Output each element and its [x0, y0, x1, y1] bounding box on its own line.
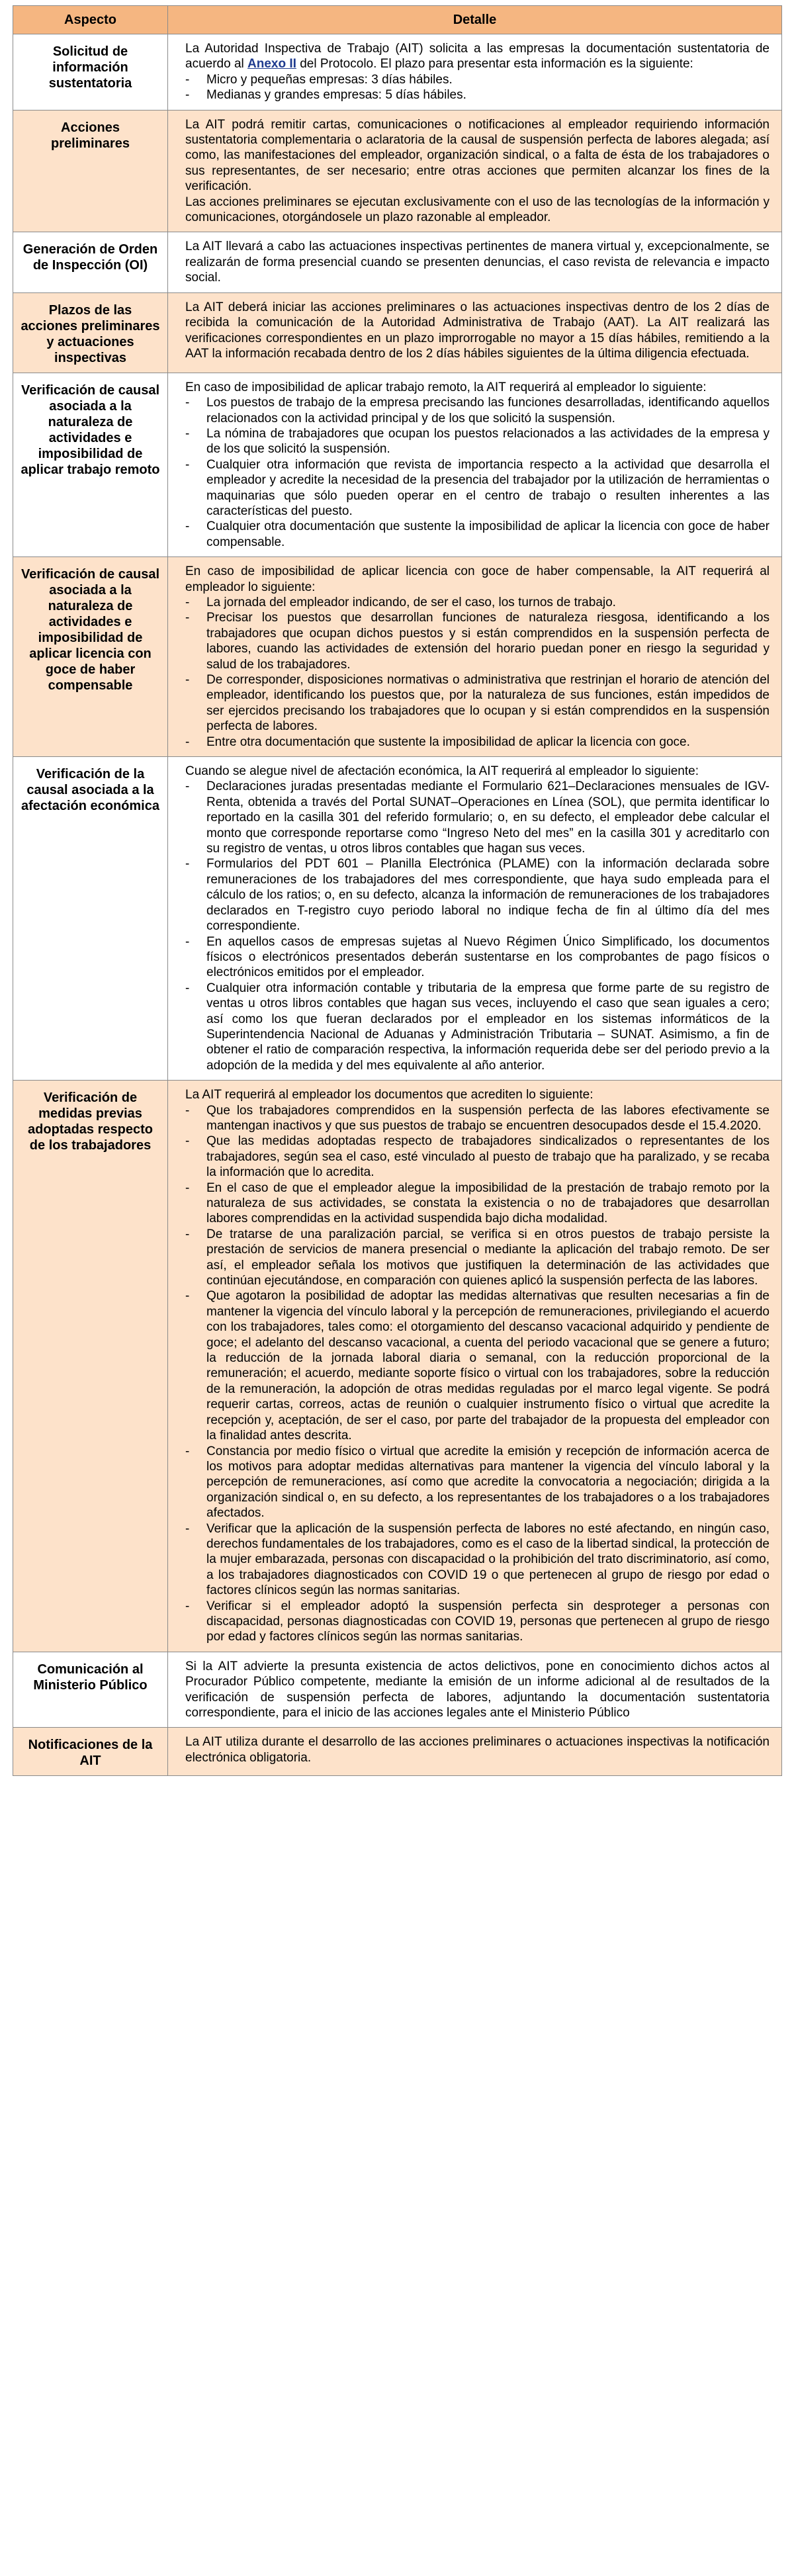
list-item: - Micro y pequeñas empresas: 3 días hábiles.	[206, 72, 770, 87]
detail-intro: En caso de imposibilidad de aplicar trabajo remoto, la AIT requerirá al empleador lo siguiente:	[185, 380, 707, 394]
list-item: - En el caso de que el empleador alegue la imposibilidad de la prestación de trabajo remoto por la naturaleza de sus actividades, se constata la existencia o no de trabajadores que desarrollan labores comprendidas en la actividad suspendida bajo dicha modalidad.	[206, 1180, 770, 1227]
table-row	[13, 373, 782, 556]
detail-paragraph: La AIT deberá iniciar las acciones preliminares o las actuaciones inspectivas dentro de los 2 días de recibida la comunicación de la Autoridad Administrativa de Trabajo (AAT). La AIT realizará las verificaciones correspondientes en un plazo improrrogable no mayor a 15 días hábiles, remitiendo a la AAT la información recabada dentro de los 2 días hábiles siguientes de la última diligencia efectuada.	[185, 300, 770, 361]
list-item: - De corresponder, disposiciones normativas o administrativa que restrinjan el horario de atención del empleador, identificando los puestos que, por la naturaleza de sus funciones, están impedidos de ser ejercidos precisando los trabajadores que lo ocupan y si están comprendidos en la suspensión perfecta de labores.	[206, 672, 770, 734]
detail-cell	[168, 232, 782, 292]
table-row	[13, 232, 782, 292]
list-item: - Los puestos de trabajo de la empresa precisando las funciones desarrolladas, identificando aquellos relacionados con la actividad principal y de los que solicitó la suspensión.	[206, 395, 770, 426]
aspect-cell: Notificaciones de la AIT	[13, 1728, 168, 1776]
detail-list	[185, 595, 770, 750]
list-item: - Declaraciones juradas presentadas mediante el Formulario 621–Declaraciones mensuales de IGV-Renta, obtenida a través del Portal SUNAT–Operaciones en Línea (SOL), que permita identificar lo reportado en la casilla 301 del referido formulario; o, en su defecto, el empleador debe calcular el monto que corresponde reportarse como “Ingreso Neto del mes” en la casilla 301 y acreditarlo con su registro de ventas, u otros libros contables que hagan sus veces.	[206, 779, 770, 856]
detail-cell	[168, 1081, 782, 1652]
detail-intro: La AIT requerirá al empleador los documentos que acrediten lo siguiente:	[185, 1088, 594, 1102]
table-row	[13, 110, 782, 232]
detail-intro: En caso de imposibilidad de aplicar licencia con goce de haber compensable, la AIT requerirá al empleador lo siguiente:	[185, 564, 770, 594]
list-item: - Verificar si el empleador adoptó la suspensión perfecta sin desproteger a personas con discapacidad, personas diagnosticadas con COVID 19, personas que pertenecen al grupo de riesgo por edad y factores clínicos según las normas sanitarias.	[206, 1599, 770, 1645]
table-row	[13, 34, 782, 111]
detail-cell	[168, 757, 782, 1081]
detail-list	[185, 72, 770, 103]
detail-paragraph: Si la AIT advierte la presunta existencia de actos delictivos, pone en conocimiento dichos actos al Procurador Público competente, mediante la emisión de un informe adicional al de resultados de la verificación de suspensión perfecta de labores, adjuntando la documentación sustentatoria correspondiente, para el inicio de las acciones legales ante el Ministerio Público	[185, 1659, 770, 1720]
detail-paragraph: La AIT utiliza durante el desarrollo de las acciones preliminares o actuaciones inspectivas la notificación electrónica obligatoria.	[185, 1735, 770, 1765]
detail-intro: Cuando se alegue nivel de afectación económica, la AIT requerirá al empleador lo siguiente:	[185, 764, 699, 779]
list-item: - Cualquier otra información que revista de importancia respecto a la actividad que desarrolla el empleador y acredite la necesidad de la presencia del trabajador por la utilización de herramientas o maquinarias que sólo pueden operar en el centro de trabajo o resulten inherentes a las características del puesto.	[206, 457, 770, 519]
detail-cell	[168, 34, 782, 111]
detail-list	[185, 1103, 770, 1645]
header-aspecto: Aspecto	[13, 6, 168, 34]
detail-cell	[168, 110, 782, 232]
aspect-cell: Plazos de las acciones preliminares y actuaciones inspectivas	[13, 292, 168, 373]
list-item: - Cualquier otra información contable y tributaria de la empresa que forme parte de su registro de ventas u otros libros contables que hagan sus veces, incluyendo el caso que sean iguales a cero; así como los que fueran declarados por el empleador en los sistemas informáticos de la Superintendencia Nacional de Aduanas y Administración Tributaria – SUNAT. Asimismo, a fin de obtener el ratio de comparación respectiva, la información requerida debe ser del periodo previo a la adopción de la medida y del mes equivalente al año anterior.	[206, 981, 770, 1073]
table-header-row	[13, 6, 782, 34]
list-item: - Precisar los puestos que desarrollan funciones de naturaleza riesgosa, identificando a los trabajadores que ocupan dichos puestos y si están comprendidos en la suspensión perfecta de labores, cuando las actividades de extensión del horario puedan poner en riesgo la seguridad y salud de los trabajadores.	[206, 610, 770, 672]
detail-cell	[168, 1728, 782, 1776]
detail-intro	[185, 41, 770, 72]
list-item: - Que los trabajadores comprendidos en la suspensión perfecta de las labores efectivamente se mantengan inactivos y que sus puestos de trabajo se encuentren desocupados desde el 15.4.2020.	[206, 1103, 770, 1134]
aspect-cell: Acciones preliminares	[13, 110, 168, 232]
detail-cell	[168, 1652, 782, 1728]
list-item: - Entre otra documentación que sustente la imposibilidad de aplicar la licencia con goce.	[206, 734, 770, 750]
intro-text: La Autoridad Inspectiva de Trabajo (AIT) solicita a las empresas la documentación sustentatoria de acuerdo al	[185, 42, 770, 71]
anexo-ii-link[interactable]: Anexo II	[247, 57, 296, 71]
list-item: - De tratarse de una paralización parcial, se verifica si en otros puestos de trabajo persiste la prestación de servicios de manera presencial o mediante la aplicación del trabajo remoto. De ser así, el empleador señala los motivos que justifiquen la determinación de las actividades que continúan ejecutándose, en comparación con quienes aplicó la suspensión perfecta de las labores.	[206, 1227, 770, 1289]
table-row	[13, 1728, 782, 1776]
detail-paragraph: La AIT podrá remitir cartas, comunicaciones o notificaciones al empleador requiriendo información sustentatoria complementaria o aclaratoria de la causal de suspensión perfecta de labores alegada; así como, las manifestaciones del empleador, organización sindical, o a falta de ésta de los trabajadores o sus representantes, de ser necesario; entre otras acciones que permiten alcanzar los fines de la verificación.	[185, 117, 770, 194]
header-detalle: Detalle	[168, 6, 782, 34]
list-item: - Que las medidas adoptadas respecto de trabajadores sindicalizados o representantes de los trabajadores, según sea el caso, esté vinculado al puesto de trabajo que ha paralizado, y se recaba la información que lo acredita.	[206, 1133, 770, 1180]
detail-paragraph: Las acciones preliminares se ejecutan exclusivamente con el uso de las tecnologías de la información y comunicaciones, otorgándosele un plazo razonable al empleador.	[185, 195, 770, 225]
aspect-cell: Verificación de causal asociada a la naturaleza de actividades e imposibilidad de aplicar trabajo remoto	[13, 373, 168, 556]
table-row	[13, 1081, 782, 1652]
detail-list	[185, 395, 770, 550]
list-item: - Constancia por medio físico o virtual que acredite la emisión y recepción de información acerca de los motivos para adoptar medidas alternativas para mantener la vigencia del vínculo laboral y la percepción de remuneraciones, así como que acredite la convocatoria a negociación; dirigida a la organización sindical o, en su defecto, a los representantes de los trabajadores o a los trabajadores afectados.	[206, 1444, 770, 1521]
table-row	[13, 1652, 782, 1728]
list-item: - Medianas y grandes empresas: 5 días hábiles.	[206, 87, 770, 103]
procedure-table-wrapper	[13, 5, 781, 1776]
procedure-table	[13, 5, 782, 1776]
aspect-cell: Verificación de causal asociada a la naturaleza de actividades e imposibilidad de aplicar licencia con goce de haber compensable	[13, 557, 168, 757]
list-item: - La nómina de trabajadores que ocupan los puestos relacionados a las actividades de la empresa y de los que solicitó la suspensión.	[206, 426, 770, 457]
list-item: - Formularios del PDT 601 – Planilla Electrónica (PLAME) con la información declarada sobre remuneraciones de los trabajadores del mes correspondiente, que haya sudo empleada para el cálculo de los ratios; o, en su defecto, alcanza la información de remuneraciones de los trabajadores declarados en T-registro cuyo periodo laboral no indique fecha de fin al último día del mes correspondiente.	[206, 856, 770, 934]
aspect-cell: Verificación de medidas previas adoptadas respecto de los trabajadores	[13, 1081, 168, 1652]
list-item: - La jornada del empleador indicando, de ser el caso, los turnos de trabajo.	[206, 595, 770, 610]
intro-text: del Protocolo. El plazo para presentar esta información es la siguiente:	[296, 57, 693, 71]
aspect-cell: Generación de Orden de Inspección (OI)	[13, 232, 168, 292]
detail-cell	[168, 292, 782, 373]
table-row	[13, 292, 782, 373]
aspect-cell: Solicitud de información sustentatoria	[13, 34, 168, 111]
detail-paragraph: La AIT llevará a cabo las actuaciones inspectivas pertinentes de manera virtual y, excepcionalmente, se realizarán de forma presencial cuando se presenten denuncias, el caso revista de relevancia e impacto social.	[185, 240, 770, 285]
detail-cell	[168, 557, 782, 757]
list-item: - Verificar que la aplicación de la suspensión perfecta de labores no esté afectando, en ningún caso, derechos fundamentales de los trabajadores, como es el caso de la libertad sindical, la protección de la mujer embarazada, personas con discapacidad o la prohibición del trato discriminatorio, así como, a los trabajadores diagnosticados con COVID 19 o que pertenecen al grupo de riesgo por edad o factores clínicos según las normas sanitarias.	[206, 1521, 770, 1599]
aspect-cell: Comunicación al Ministerio Público	[13, 1652, 168, 1728]
detail-cell	[168, 373, 782, 556]
list-item: - Que agotaron la posibilidad de adoptar las medidas alternativas que resulten necesarias a fin de mantener la vigencia del vínculo laboral y la percepción de remuneraciones, privilegiando el acuerdo con los trabajadores, tales como: el otorgamiento del descanso vacacional adquirido y pendiente de goce; el adelanto del descanso vacacional, a cuenta del periodo vacacional que se genere a futuro; la reducción de la jornada laboral diaria o semanal, con la reducción proporcional de la remuneración; el acuerdo, mediante soporte físico o virtual con los trabajadores, sobre la reducción de la remuneración, la adopción de otras medidas reguladas por el marco legal vigente. Se podrá requerir cartas, correos, actas de reunión o cualquier instrumento físico o virtual que acredite la recepción y, aceptación, de ser el caso, por parte del trabajador de la propuesta del empleador con la finalidad antes descrita.	[206, 1288, 770, 1443]
aspect-cell: Verificación de la causal asociada a la afectación económica	[13, 757, 168, 1081]
list-item: - En aquellos casos de empresas sujetas al Nuevo Régimen Único Simplificado, los documentos físicos o electrónicos presentados deberán sustentarse en los comprobantes de pago físicos o electrónicos emitidos por el empleador.	[206, 934, 770, 981]
detail-list	[185, 779, 770, 1073]
table-row	[13, 757, 782, 1081]
table-row	[13, 557, 782, 757]
list-item: - Cualquier otra documentación que sustente la imposibilidad de aplicar la licencia con goce de haber compensable.	[206, 519, 770, 550]
